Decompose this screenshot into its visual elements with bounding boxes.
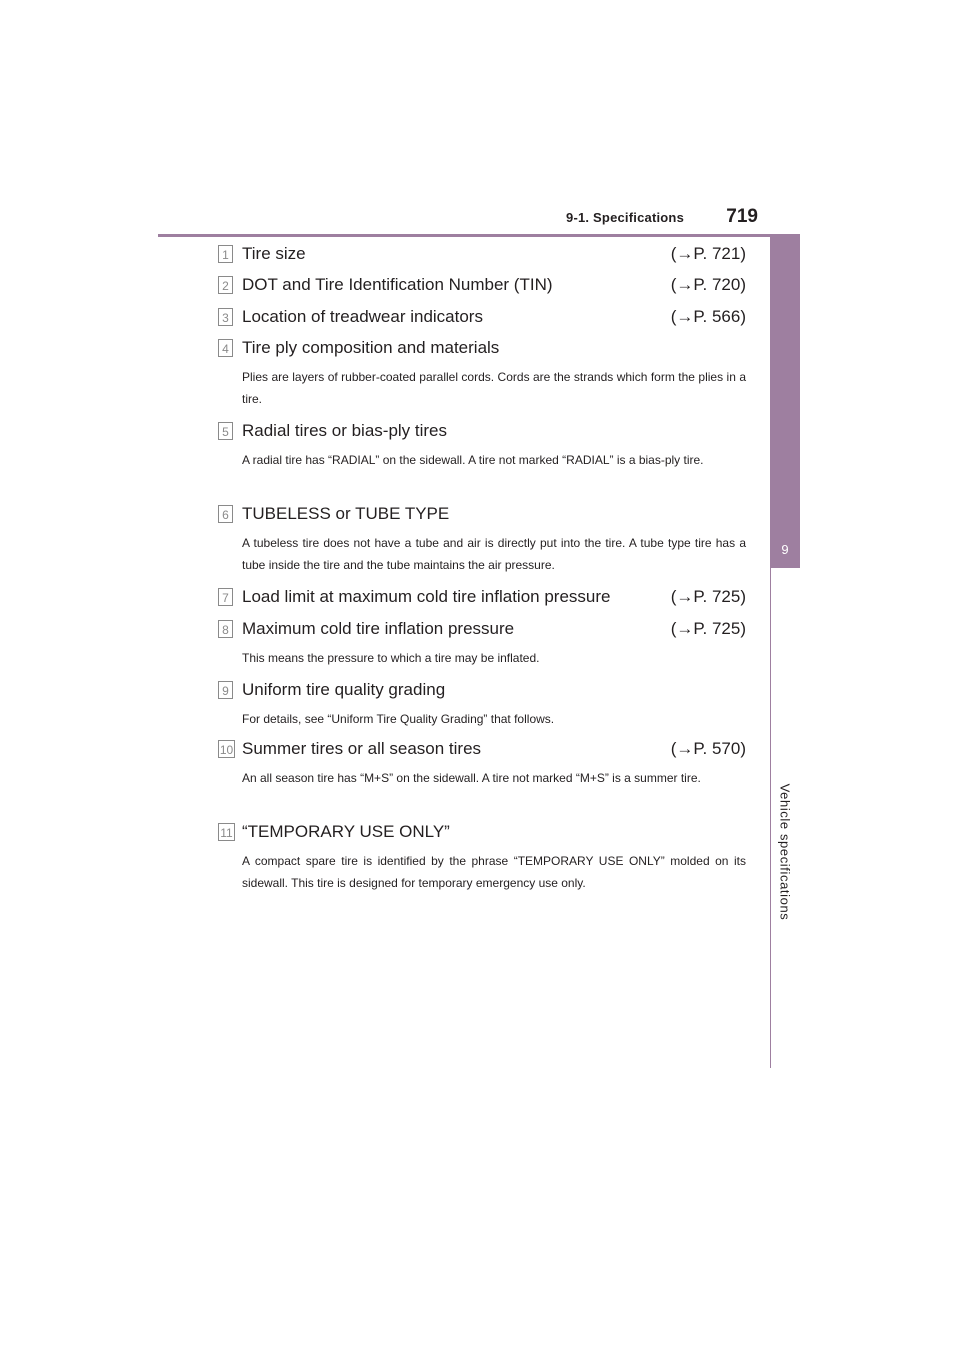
item-number-badge: 7: [218, 588, 233, 606]
item-description: An all season tire has “M+S” on the sidewall. A tire not marked “M+S” is a summer tire.: [242, 771, 701, 785]
item-description: A tubeless tire does not have a tube and air is directly put into the tire. A tube type tire has a tube inside the tire and the tube maintains the air pressure.: [242, 536, 746, 572]
page-reference-link[interactable]: (→P. 725): [670, 587, 746, 606]
item-number-badge: 4: [218, 339, 233, 357]
chapter-tab-number: [770, 532, 800, 568]
chapter-label: Vehicle specifications: [777, 783, 793, 921]
page-number: 719: [726, 206, 758, 227]
item-number-badge: 2: [218, 276, 233, 294]
section-title: 9-1. Specifications: [566, 210, 684, 225]
page-reference-link[interactable]: (→P. 721): [670, 244, 746, 263]
item-number-badge: 8: [218, 620, 233, 638]
item-title: Tire size: [242, 244, 306, 263]
item-number-badge: 5: [218, 422, 233, 440]
item-title: Location of treadwear indicators: [242, 307, 483, 326]
item-title: DOT and Tire Identification Number (TIN): [242, 275, 553, 294]
item-description: A compact spare tire is identified by the phrase “TEMPORARY USE ONLY” molded on its sidewall. This tire is designed for temporary emergency use only.: [242, 854, 746, 890]
item-description: This means the pressure to which a tire may be inflated.: [242, 651, 540, 665]
chapter-tab-line: [770, 568, 771, 1068]
item-description: A radial tire has “RADIAL” on the sidewall. A tire not marked “RADIAL” is a bias-ply tire.: [242, 453, 704, 467]
item-title: Load limit at maximum cold tire inflation pressure: [242, 587, 611, 606]
item-number-badge: 1: [218, 245, 233, 263]
item-title: TUBELESS or TUBE TYPE: [242, 504, 450, 523]
chapter-tab: [770, 234, 800, 532]
page-reference-link[interactable]: (→P. 725): [670, 619, 746, 638]
chapter-number: 9: [781, 542, 789, 557]
item-title: Summer tires or all season tires: [242, 739, 482, 758]
page-reference-link[interactable]: (→P. 720): [670, 275, 746, 294]
item-title: Radial tires or bias-ply tires: [242, 421, 448, 440]
item-number-badge: 3: [218, 308, 233, 326]
item-number-badge: 11: [218, 823, 235, 841]
item-number-badge: 10: [218, 740, 235, 758]
item-description: For details, see “Uniform Tire Quality Grading” that follows.: [242, 712, 555, 726]
item-title: Tire ply composition and materials: [242, 338, 500, 357]
item-title: “TEMPORARY USE ONLY”: [242, 822, 450, 841]
page-header: [158, 200, 798, 237]
item-number-badge: 9: [218, 681, 233, 699]
item-description: Plies are layers of rubber-coated parallel cords. Cords are the strands which form the plies in a tire.: [242, 370, 746, 406]
item-title: Uniform tire quality grading: [242, 680, 446, 699]
item-number-badge: 6: [218, 505, 233, 523]
page-reference-link[interactable]: (→P. 570): [670, 739, 746, 758]
item-title: Maximum cold tire inflation pressure: [242, 619, 515, 638]
page-reference-link[interactable]: (→P. 566): [670, 307, 746, 326]
